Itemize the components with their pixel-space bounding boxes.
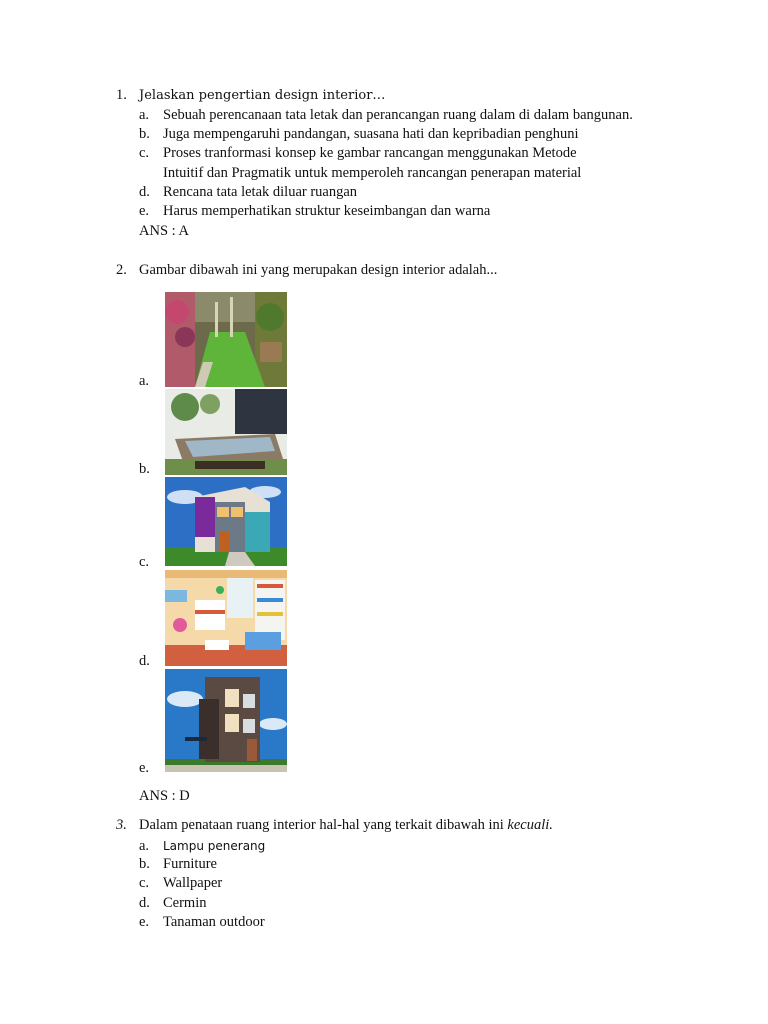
garden-fountain-photo xyxy=(165,389,287,475)
option-d-label: d. xyxy=(139,653,150,669)
modern-house-exterior-photo xyxy=(165,477,287,566)
garden-fountain-image xyxy=(165,389,287,475)
question-emphasis: kecuali. xyxy=(507,817,553,833)
answer: ANS : A xyxy=(139,223,189,239)
garden-path-photo xyxy=(165,292,287,387)
answer: ANS : D xyxy=(139,788,190,804)
question-number: 3. xyxy=(116,817,127,833)
option-c-label: c. xyxy=(139,554,150,570)
tall-house-exterior-photo xyxy=(165,669,287,772)
modern-house-image xyxy=(165,477,287,566)
option-b-label: b. xyxy=(139,461,150,477)
option-a-label: a. xyxy=(139,373,150,389)
question-text: Gambar dibawah ini yang merupakan design interior adalah... xyxy=(139,262,498,278)
tall-house-image xyxy=(165,669,287,772)
option-e-label: e. xyxy=(139,760,150,776)
question-text: Jelaskan pengertian design interior… xyxy=(139,88,386,103)
garden-path-image xyxy=(165,292,287,387)
question-text: Dalam penataan ruang interior hal-hal yang terkait dibawah ini kecuali. xyxy=(139,817,553,833)
kids-bedroom-image xyxy=(165,570,287,666)
question-number: 1. xyxy=(116,87,127,103)
question-number: 2. xyxy=(116,262,127,278)
kids-bedroom-interior-photo xyxy=(165,570,287,666)
